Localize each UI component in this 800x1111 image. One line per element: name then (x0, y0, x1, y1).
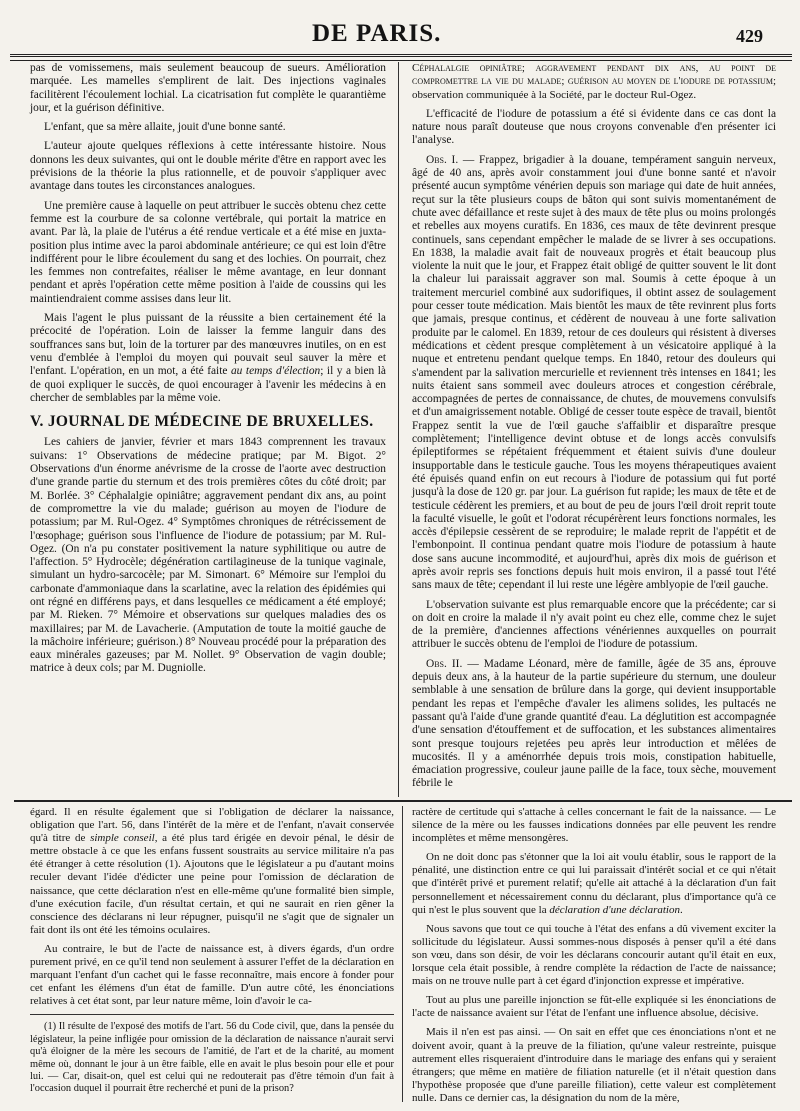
page-number: 429 (736, 26, 763, 46)
paragraph: pas de vomissemens, mais seulement beaucoup de sueurs. Amélioration marquée. Les mamelles s'emplirent de lait. Des injections vaginales facilitèrent l'écoulement lochial. La cicatrisation fut complète le quarantième jour, et la guérison définitive. (30, 62, 386, 114)
text-run: Mais l'agent le plus puissant de la réussite a bien certainement été la précocité de l'opération. Loin de laisser la femme languir dans des souffrances sans but, loin de la torturer par des manœuvres inutiles, on en est venu d'emblée à l'emploi du moyen qui pouvait seul sauver la mère et l'enfant. L'opération, en un mot, a été faite (30, 312, 386, 378)
column-divider (402, 806, 403, 1102)
footnote-rule (30, 1014, 394, 1015)
page-header-title: DE PARIS. (312, 20, 442, 47)
text-run: — Frappez, brigadier à la douane, tempérament sanguin nerveux, âgé de 40 ans, après avoir constamment joui d'une bonne santé et n'avoir présenté aucun symptôme vénérien depuis son mariage qui date de huit années, reçut sur la tête plusieurs coups de bâton qui sont suivis momentanément de chute avec défaillance et reste sujet à des maux de tête plus ou moins prolongés et rebelles aux moyens curatifs. En 1836, ces maux de tête devinrent presque continuels, sans cependant empêcher le malade de se livrer à ses occupations. En 1838, la maladie avait fait de nouveaux progrès et était beaucoup plus violente la nuit que le jour, et Frappez était obligé de quitter souvent le lit dont la chaleur lui paraissait aggraver son mal. Soumis à cette époque à un traitement mercuriel combiné aux sudorifiques, il obtint assez de soulagement pour cesser toute médication. Mais bientôt les maux de tête revinrent plus forts que jamais, presque continus, et cédèrent de nouveau à une forte salivation produite par le calomel. En 1839, retour de ces douleurs qui résistent à diverses médications et cèdent presque complètement à un vésicatoire appliqué à la nuque et entretenu pendant quelque temps. En 1840, retour des douleurs qui s'amendent par la salivation mercurielle et reviennent très intenses en 1841; les nuits étaient sans sommeil avec douleurs atroces et congestion cérébrale, accompagnées de pertes de connaissance, de chutes, de mouvemens convulsifs et d'un amaigrissement notable. Obligé de cesser toute espèce de travail, bientôt Frappez sentit la vue de l'œil gauche s'affaiblir et disparaître presque complètement; l'intelligence devint obtuse et de longs accès convulsifs épileptiformes se répétaient fréquemment et étaient suivis d'une douleur insupportable dans le testicule gauche. Tous les moyens thérapeutiques avaient été épuisés quand enfin on eut recours à l'iodure de potassium qui fut porté jusqu'à la dose de 120 gr. par jour. La guérison fut rapide; les maux de tête et de testicule cédèrent les premiers, et au bout de peu de jours l'œil droit reprit toute la faculté visuelle, le goût et l'odorat récupérèrent leurs fonctions normales, les accès d'épilepsie cessèrent de se reproduire; le malade reprit de l'appétit et de l'embonpoint. Il continua pendant quatre mois l'iodure de potassium à haute dose sans aucune incommodité, et aujourd'hui, après dix mois de guérison et après avoir repris ses fonctions depuis huit mois environ, il a passé tout l'été sans maux de tête; cependant il lui reste une légère amblyopie de l'œil gauche. (412, 153, 776, 592)
section-heading: V. JOURNAL DE MÉDECINE DE BRUXELLES. (30, 413, 374, 431)
journal-contents: Les cahiers de janvier, février et mars 1843 comprennent les travaux suivans: 1° Observations de médecine pratique; par M. Bigot. 2° Observations d'un énorme anévrisme de la crosse de l'aorte avec destruction d'une grande partie du sternum et des trois premières côtes du côté droit; par M. Borlée. 3° Céphalalgie opiniâtre; aggravement pendant dix ans, au point de compromettre la vie du malade; guérison au moyen de l'iodure de potassium; par M. Rul-Ogez. 4° Symptômes chroniques de rétrécissement de l'œsophage; guérison sous l'influence de l'iodure de potassium; par M. Rul-Ogez. (On n'a pu constater positivement la nature syphilitique ou autre de l'affection. 5° Hydrocèle; dégénération cartilagineuse de la tunique vaginale, simulant un hydro-sarcocèle; par M. Simonart. 6° Mémoire sur l'emploi du carbonate d'ammoniaque dans la scarlatine, avec la relation des épidémies qui ont régné en différens pays, et dans lesquelles ce médicament a été employé; par M. Rieken. 7° Mémoire et observations sur quelques maladies des os maxillaires; par M. de Lavacherie. (Amputation de toute la moitié gauche de la mâchoire inférieure; guérison.) 8° Nouveau procédé pour la préparation des eaux minérales gazeuses; par M. Nollet. 9° Observation de vagin double; matrice à deux cols; par M. Dugniolle. (30, 436, 386, 675)
paragraph: Une première cause à laquelle on peut attribuer le succès obtenu chez cette femme est la courbure de sa colonne vertébrale, qui portait la matrice en avant. Par là, la plaie de l'utérus a été rendue verticale et a été mise en juxta-position plus intime avec la paroi abdominale antérieure; ce qui est loin d'être indifférent pour le libre écoulement du sang et des lochies. On pourrait, chez les femmes non contrefaites, réaliser le même avantage, en leur donnant pendant et après l'opération cette même position à l'aide de coussins qui les maintiendraient comme assises dans leur lit. (30, 199, 386, 305)
text-run: On ne doit donc pas s'étonner que la loi ait voulu établir, sous le rapport de la pénalité, une distinction entre ce qui lui paraissait d'intérêt social et ce qui n'était que d'intérêt privé et purement relatif; qu'elle ait attaché à la déclaration d'un fait personnellement et nécessairement connu du déclarant, plus d'importance qu'à ce qui n'est le plus souvent que la (412, 851, 776, 916)
text-run: ; il y a bien là de quoi expliquer le succès, de quoi encourager à l'avenir les médecins à en chercher de semblables par la même voie. (30, 365, 386, 404)
paragraph (30, 312, 386, 405)
footnote (30, 1021, 394, 1095)
header-rule (10, 54, 792, 61)
italic-text: déclaration d'une déclaration (549, 903, 680, 916)
observation-label: Obs. II. (426, 657, 463, 670)
observation-1 (412, 154, 776, 593)
paragraph (412, 851, 776, 916)
paragraph: L'observation suivante est plus remarquable encore que la précédente; car si on doit en croire la malade il n'y avait point eu chez elle, comme chez le sujet de la première, d'anciennes affections vénériennes auxquelles on pourrait attribuer le succès obtenu de l'emploi de l'iodure de potassium. (412, 598, 776, 651)
paragraph: Mais il n'en est pas ainsi. — On sait en effet que ces énonciations n'ont et ne doivent avoir, quant à la preuve de la filiation, qu'une valeur restreinte, puisque autrement elles risqueraient d'introduire dans le mariage des enfans qui y seraient étrangers; que même en matière de filiation naturelle (et il n'était question dans l'hypothèse proposée que d'une pareille filiation), cette valeur est complètement nulle. Dans ce dernier cas, la désignation du nom de la mère, (412, 1026, 776, 1104)
article-heading-rest: ; observation communiquée à la Société, par le docteur Rul-Ogez. (412, 75, 776, 101)
paragraph: ractère de certitude qui s'attache à celles concernant le fait de la naissance. — Le silence de la mère ou les fausses indications données par elle peuvent les rendre incomplètes et même mensongères. (412, 806, 776, 845)
paragraph: L'efficacité de l'iodure de potassium a été si évidente dans ce cas dont la nature nous paraît douteuse que nous croyons convenable d'en présenter ici l'analyse. (412, 107, 776, 147)
article-heading-caps: Céphalalgie opiniâtre; aggravement pendant dix ans, au point de compromettre la vie du malade; guérison au moyen de l'iodure de potassium (412, 62, 776, 88)
column-divider (398, 62, 399, 797)
paragraph: L'auteur ajoute quelques réflexions à cette intéressante histoire. Nous donnons les deux suivantes, qui ont le double mérite d'être en rapport avec les prévisions de la théorie la plus rationnelle, et de pouvoir s'appliquer avec avantage dans toutes les circonstances analogues. (30, 140, 386, 193)
text-run: — Madame Léonard, mère de famille, âgée de 35 ans, éprouve depuis deux ans, à la hauteur de la partie supérieure du sternum, une douleur semblable à une sensation de brûlure dans la gorge, qui devient insupportable pendant les repas et l'empêche d'avaler les alimens solides, les pultacés ne passant qu'à l'aide d'une grande quantité d'eau. La déglutition est accompagnée d'une sensation d'étouffement et de suffocation, et les substances alimentaires sont presque toujours rejetées peu après leur introduction et mêlées de mucosités. Il y a aménorrhée depuis trois mois, constipation habituelle, émaciation progressive, couleur jaune paille de la face, toux sèche, mouvement fébrile le (412, 657, 776, 790)
paragraph: L'enfant, que sa mère allaite, jouit d'une bonne santé. (44, 121, 286, 134)
left-column (30, 62, 386, 682)
text-run: , a été plus tard érigée en devoir pénal, le désir de mettre obstacle à ce que les enfans fussent soustraits au service militaire n'a pas été étranger à cette résolution (1). Ajoutons que le législateur a pu d'autant moins reculer devant l'idée d'édicter une peine pour l'omission de déclaration de naissance, que cette déclaration n'est en elle-même qu'une formalité bien simple, d'une exécution facile, d'un résultat certain, et qui ne saurait en rien gêner la conscience des déclarans ni leur répugner, puisqu'il ne s'agit que de signaler un fait dont ils ont été les témoins oculaires. (30, 832, 394, 936)
right-column (412, 62, 776, 797)
section-rule (14, 800, 792, 802)
italic-text: simple conseil (90, 832, 155, 845)
text-run: égard. Il en résulte également que si l'obligation de déclarer la naissance, obligation que l'art. 56, dans l'intérêt de la mère et de l'enfant, n'avait conservée qu'à titre de (30, 806, 394, 845)
paragraph (30, 806, 394, 937)
footnote-text: (1) Il résulte de l'exposé des motifs de l'art. 56 du Code civil, que, dans la pensée du législateur, la peine infligée pour omission de la déclaration de naissance n'aurait servi qu'à éloigner de la mère les secours de l'amitié, de l'art et de la charité, au moment même où, donnant le jour à un être faible, elle en avait le plus besoin pour elle et pour lui. — Car, disait-on, quel est celui qui ne redouterait pas d'être témoin d'un fait à l'occasion duquel il pourrait être recherché et puni de la prison? (30, 1021, 394, 1095)
article-heading (412, 62, 776, 102)
text-run: . (680, 903, 683, 916)
observation-label: Obs. I. (426, 153, 459, 166)
bottom-left-column (30, 806, 394, 1102)
observation-2 (412, 658, 776, 791)
bottom-right-column (412, 806, 776, 1111)
paragraph: Tout au plus une pareille injonction se fût-elle expliquée si les énonciations de l'acte de naissance avaient sur l'état de l'enfant une influence absolue, décisive. (412, 994, 776, 1020)
italic-text: au temps d'élection (230, 365, 321, 378)
paragraph: Au contraire, le but de l'acte de naissance est, à divers égards, d'un ordre purement privé, en ce qu'il tend non seulement à assurer l'effet de la déclaration en marquant l'enfant d'un cachet qui le fasse reconnaître, mais encore à fonder pour cet enfant les élémens d'un état de famille. D'un autre côté, les énonciations relatives à cet état sont, par leur nature même, loin d'avoir le ca- (30, 942, 394, 1008)
paragraph: Nous savons que tout ce qui touche à l'état des enfans a dû vivement exciter la sollicitude du législateur. Aussi sommes-nous disposés à penser qu'il a été dans son vœu, dans son désir, de voir les déclarans concourir autant qu'il était en eux, lorsque cela était possible, à rendre complète la rédaction de l'acte de naissance; mais on ne trouve nulle part à cet égard d'injonction expresse et impérative. (412, 922, 776, 988)
